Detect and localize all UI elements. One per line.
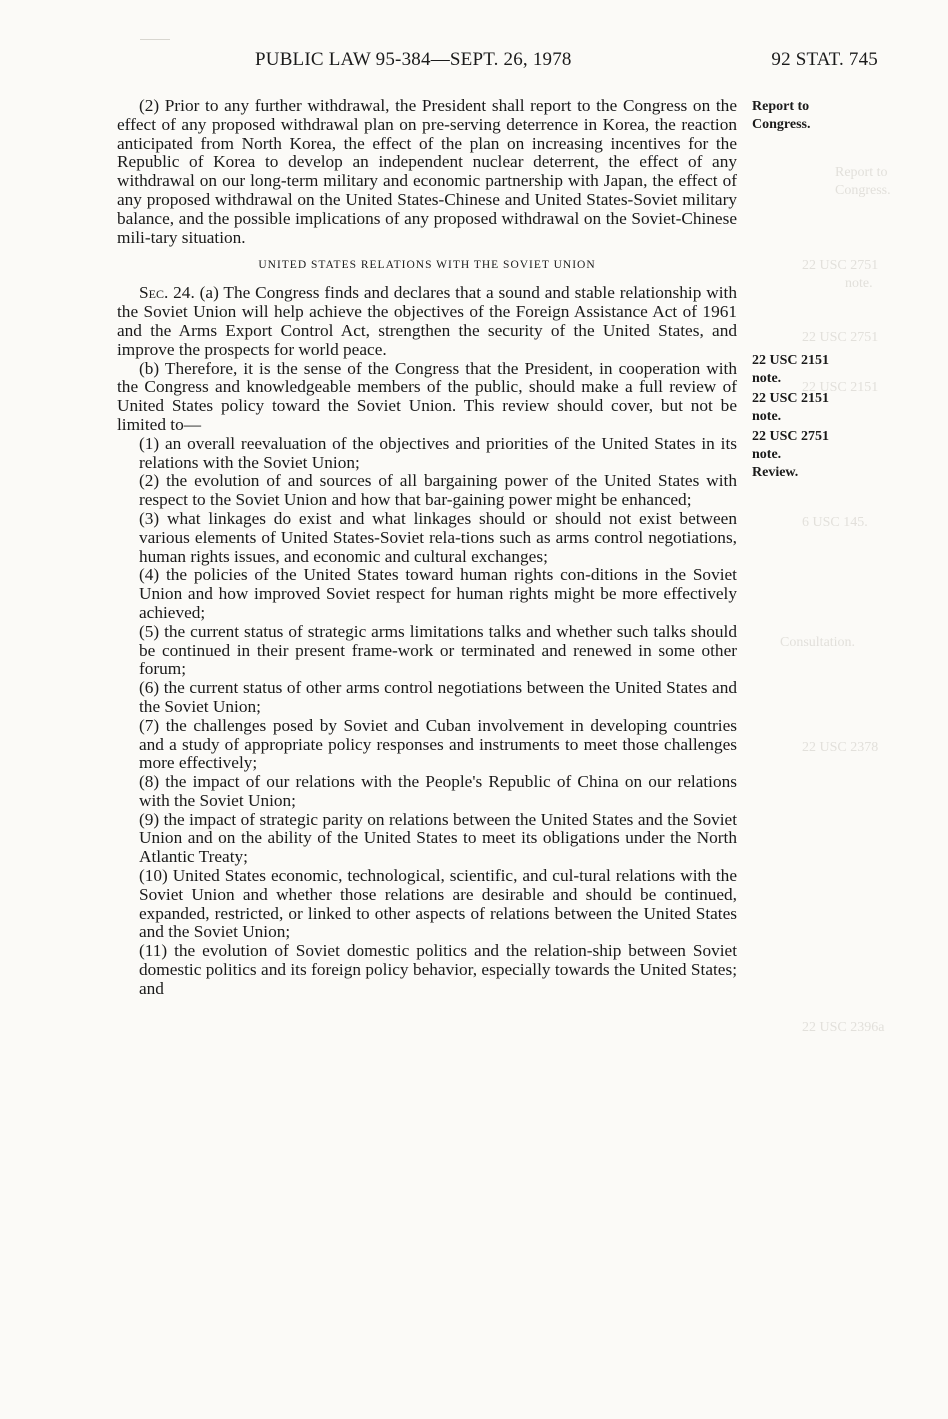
list-item: (4) the policies of the United States toward human rights con-ditions in the Soviet Union and how improved Soviet respect for human rights might be more effectively achieved;	[139, 565, 737, 622]
bleed-text: Report to	[835, 165, 888, 180]
bleed-text: 22 USC 2751	[802, 258, 879, 273]
section-label: Sec.	[139, 283, 169, 303]
list-item: (8) the impact of our relations with the People's Republic of China on our relations with the Soviet Union;	[139, 772, 737, 810]
list-item: (11) the evolution of Soviet domestic politics and the relation-ship between Soviet domestic politics and its foreign policy behavior, especially towards the United States; and	[139, 941, 737, 998]
page-title: PUBLIC LAW 95-384—SEPT. 26, 1978	[255, 49, 572, 70]
bleed-text: 22 USC 2751	[802, 330, 879, 345]
list-item: (10) United States economic, technological, scientific, and cul-tural relations with the Soviet Union and whether those relations are desirable and should be continued, expanded, restricted, or linked to other aspects of relations between the United States and the Soviet Union;	[139, 866, 737, 942]
running-head	[0, 49, 948, 73]
bleed-text: 22 USC 2151	[802, 380, 879, 395]
bleed-text: Consultation.	[780, 635, 856, 650]
margin-note-usc: 22 USC 2751 note.	[752, 429, 830, 462]
section-24-b: (b) Therefore, it is the sense of the Congress that the President, in cooperation with the Congress and knowledgeable members of the public, should make a full review of United States policy toward the Soviet Union. This review should cover, but not be limited to—	[117, 358, 737, 434]
bleed-text: 6 USC 145.	[802, 515, 868, 530]
list-item: (5) the current status of strategic arms limitations talks and whether such talks should be continued in their present frame-work or terminated and renewed in some other forum;	[139, 621, 737, 679]
list-item: (6) the current status of other arms control negotiations between the United States and the Soviet Union;	[139, 678, 737, 716]
bleed-text: Congress.	[835, 183, 891, 198]
bleed-text: 22 USC 2396a	[802, 1020, 885, 1035]
margin-note-usc: 22 USC 2151 note.	[752, 391, 830, 424]
paragraph-2: (2) Prior to any further withdrawal, the President shall report to the Congress on the effect of any proposed withdrawal plan on pre-serving deterrence in Korea, the reaction anticipated from North Korea, the effect of the plan on increasing incentives for the Republic of Korea to develop an independent nuclear deterrent, the effect of any withdrawal on our long-term military and economic partnership with Japan, the effect of any proposed withdrawal on the United States-Chinese and United States-Soviet military balance, and the possible implications of any proposed withdrawal on the Soviet-Chinese mili-tary situation.	[117, 96, 737, 247]
stat-page-number: 92 STAT. 745	[771, 49, 878, 70]
bleed-text: note.	[845, 276, 873, 291]
document-body	[117, 97, 737, 999]
list-item: (7) the challenges posed by Soviet and Cuban involvement in developing countries and a study of appropriate policy responses and instruments to meet those challenges more effectively;	[139, 715, 737, 773]
list-item: (3) what linkages do exist and what linkages should or should not exist between various elements of United States-Soviet rela-tions such as arms control negotiations, human rights issues, and economic and cultural exchanges;	[139, 508, 737, 566]
list-item: (2) the evolution of and sources of all bargaining power of the United States with respect to the Soviet Union and how that bar-gaining power might be enhanced;	[139, 471, 737, 510]
bleed-text: 22 USC 2378	[802, 740, 879, 755]
list-item: (9) the impact of strategic parity on relations between the United States and the Soviet Union and on the ability of the United States to meet its obligations under the North Atlantic Treaty;	[139, 809, 737, 867]
section-24-a	[117, 284, 737, 359]
margin-note-review: Review.	[752, 465, 799, 480]
margin-note-report: Report to Congress.	[752, 99, 811, 132]
section-24-a-text: 24. (a) The Congress finds and declares that a sound and stable relationship with the Soviet Union will help achieve the objectives of the Foreign Assistance Act of 1961 and the Arms Export Control Act, strengthen the security of the United States, and improve the prospects for world peace.	[117, 283, 737, 359]
margin-note-usc: 22 USC 2151 note.	[752, 353, 830, 386]
list-item: (1) an overall reevaluation of the objectives and priorities of the United States in its relations with the Soviet Union;	[139, 433, 737, 472]
section-heading: UNITED STATES RELATIONS WITH THE SOVIET UNION	[258, 259, 596, 272]
scan-artifact-line	[140, 39, 170, 40]
